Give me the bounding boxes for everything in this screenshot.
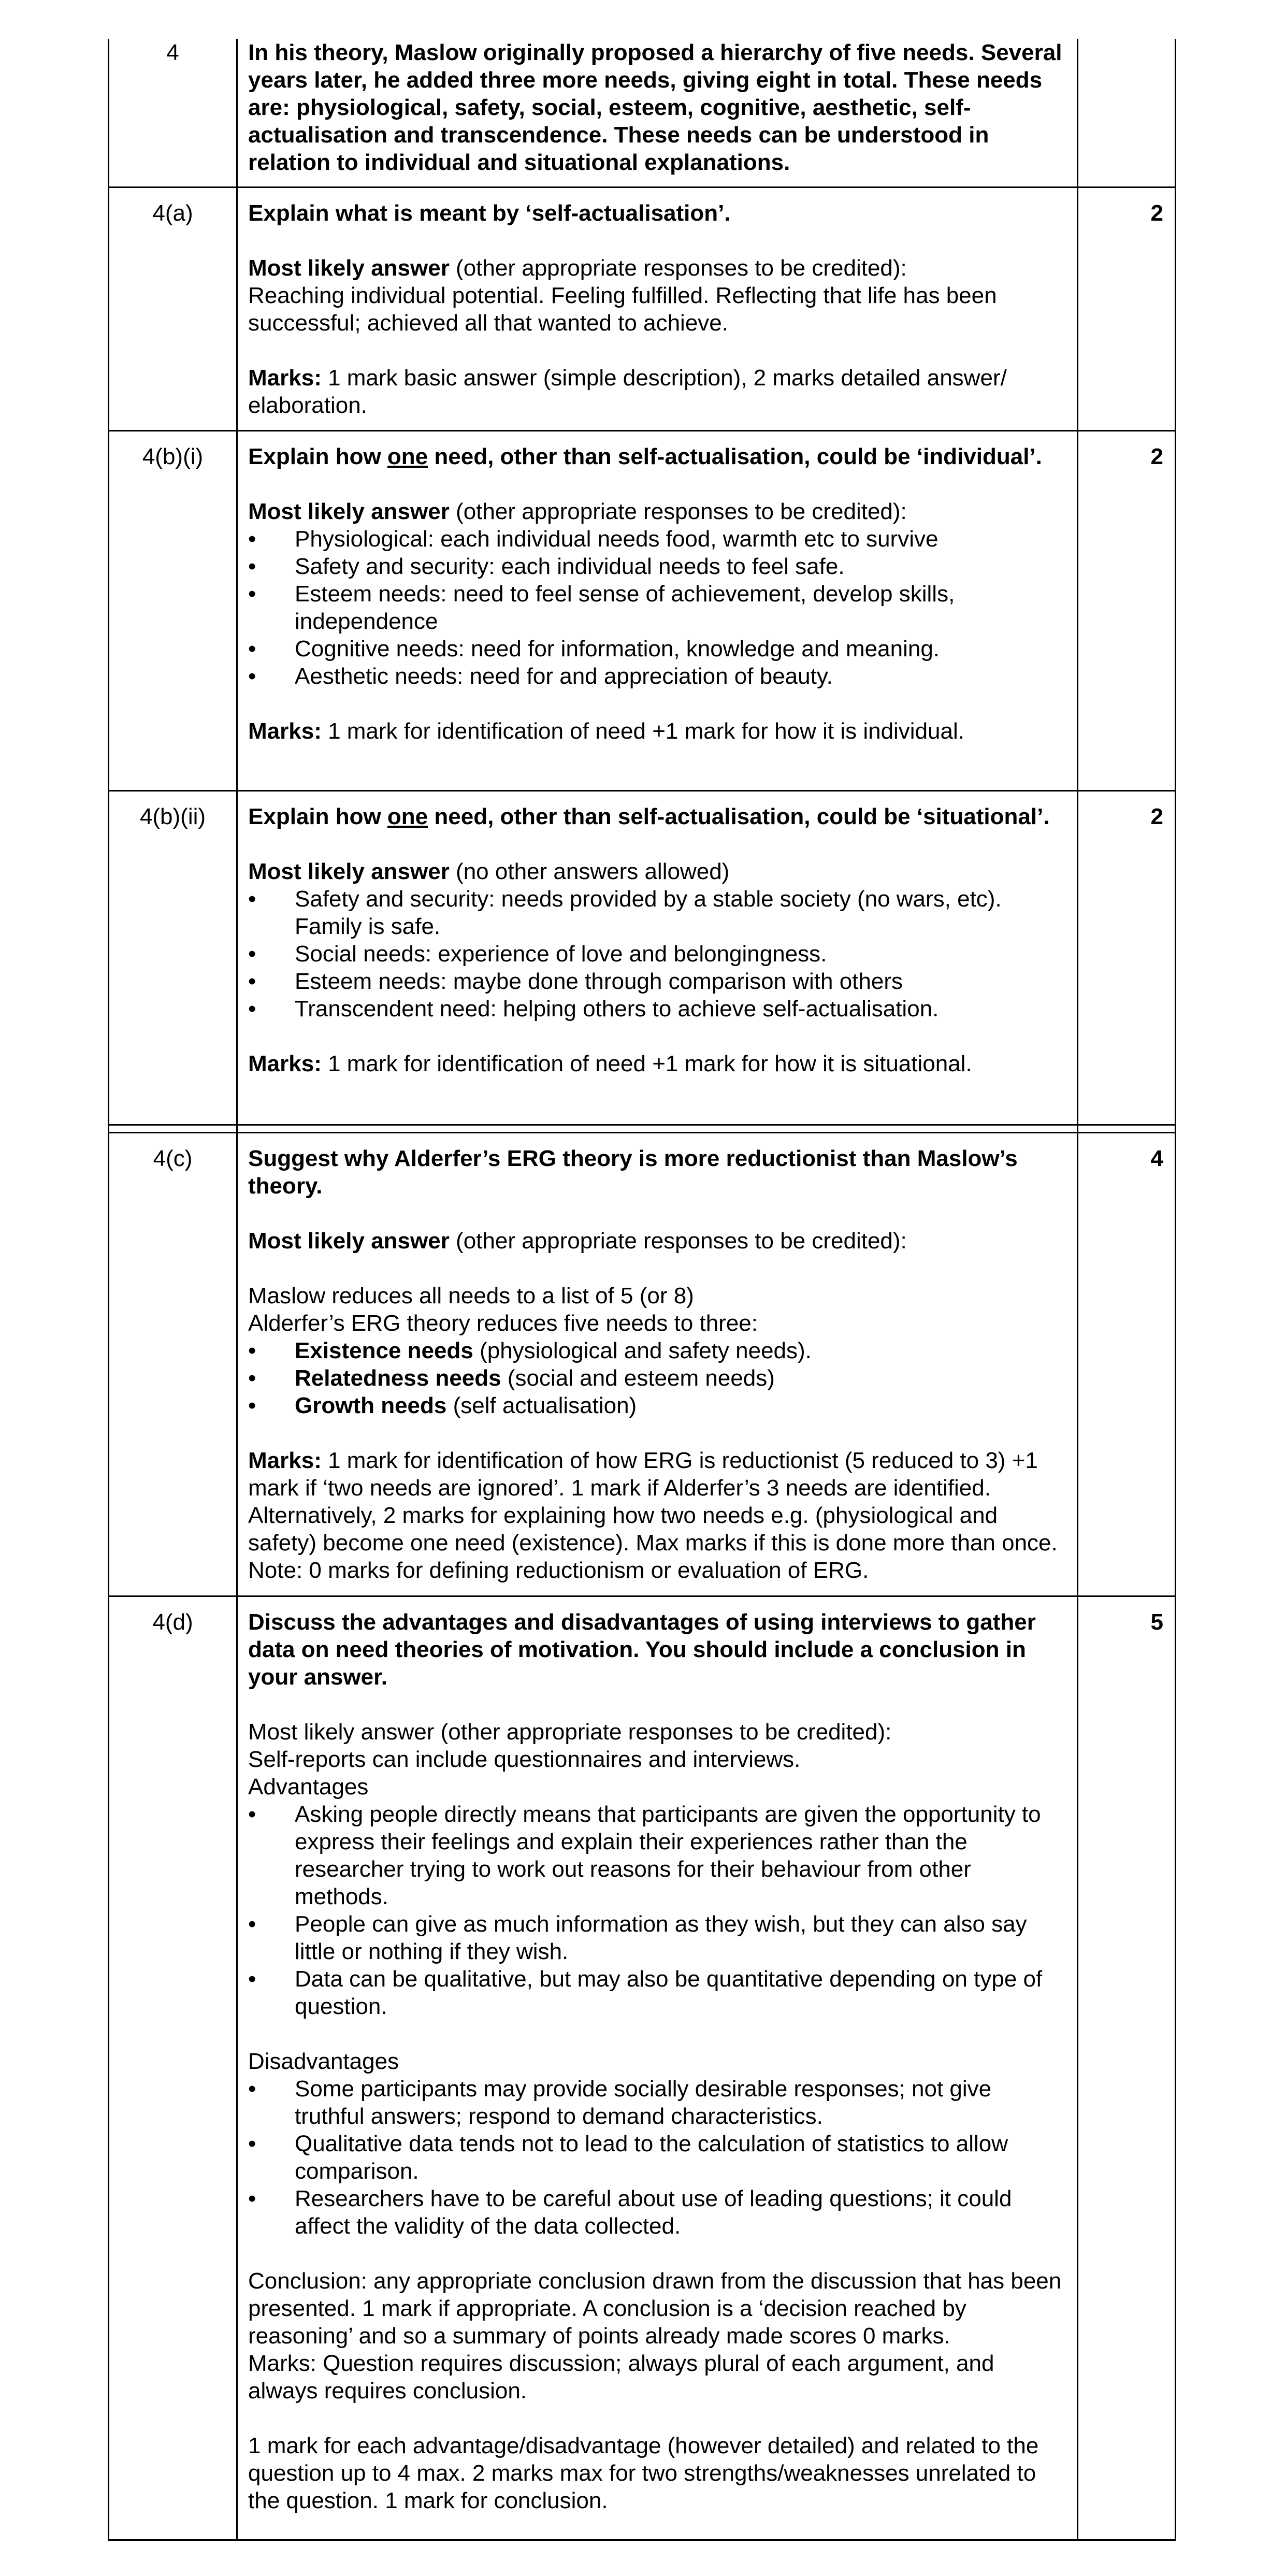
most-likely-note: Most likely answer (other appropriate responses to be credited):: [248, 1719, 892, 1745]
need-name: Relatedness needs: [295, 1365, 501, 1391]
answer-text: Self-reports can include questionnaires and interviews.: [248, 1747, 801, 1772]
marks-value: 2: [1150, 444, 1163, 469]
marks-text: 1 mark for identification of how ERG is reductionist (5 reduced to 3) +1 mark if ‘two needs are ignored’. 1 mark if Alderfer’s 3 needs are identified. Alternatively, 2 marks for explaining how two needs e.g. (physiological and safety) become one need (existence). Max marks if this is done more than once. Note: 0 marks for defining reductionism or evaluation of ERG.: [248, 1448, 1058, 1583]
list-item: • Physiological: each individual needs food, warmth etc to survive: [248, 525, 1066, 553]
marks-value: 2: [1150, 804, 1163, 829]
question-number: 4(b)(ii): [139, 804, 206, 829]
marks-label: Marks:: [248, 1051, 322, 1076]
need-detail: (physiological and safety needs).: [473, 1338, 812, 1363]
most-likely-note: (no other answers allowed): [449, 859, 730, 884]
list-item: • Safety and security: each individual needs to feel safe.: [248, 553, 1066, 580]
question-4a: [248, 199, 1066, 419]
most-likely-label: Most likely answer: [248, 255, 450, 281]
row-divider: [109, 1132, 1175, 1133]
question-4bi: [248, 443, 1066, 745]
most-likely-note: (other appropriate responses to be credited):: [449, 1228, 907, 1254]
list-item: • Qualitative data tends not to lead to the calculation of statistics to allow comparison.: [248, 2130, 1066, 2185]
disadvantages-list: [248, 2075, 1066, 2240]
most-likely-label: Most likely answer: [248, 859, 450, 884]
most-likely-label: Most likely answer: [248, 1228, 450, 1254]
column-divider-left: [236, 39, 238, 2539]
row-divider: [109, 1595, 1175, 1597]
list-item: [248, 1392, 1066, 1419]
list-item: • Asking people directly means that participants are given the opportunity to express their feelings and explain their experiences rather than the researcher trying to work out reasons for their behaviour from other methods.: [248, 1801, 1066, 1910]
question-number: 4(c): [153, 1146, 193, 1171]
marks-label: Marks:: [248, 1448, 322, 1473]
need-name: Growth needs: [295, 1393, 447, 1418]
question-stem: In his theory, Maslow originally proposed a hierarchy of five needs. Several years later, he added three more needs, giving eight in total. These needs are: physiological, safety, social, esteem, cognitive, aesthetic, self-actualisation and transcendence. These needs can be understood in relation to individual and situational explanations.: [248, 40, 1062, 175]
marks-label: Marks:: [248, 718, 322, 744]
answer-text: Maslow reduces all needs to a list of 5 (or 8): [248, 1283, 694, 1308]
row-divider: [109, 1124, 1175, 1126]
column-divider-right: [1077, 39, 1078, 2539]
marks-note: Marks: Question requires discussion; always plural of each argument, and always requires conclusion.: [248, 2351, 994, 2404]
question-text: need, other than self-actualisation, could be ‘situational’.: [428, 804, 1050, 829]
answer-text: Alderfer’s ERG theory reduces five needs to three:: [248, 1311, 758, 1336]
question-text: Suggest why Alderfer’s ERG theory is more reductionist than Maslow’s theory.: [248, 1146, 1018, 1199]
list-item: [248, 1364, 1066, 1392]
question-number: 4: [166, 40, 179, 65]
advantages-heading: Advantages: [248, 1774, 369, 1800]
marks-value: 2: [1150, 200, 1163, 226]
conclusion-text: Conclusion: any appropriate conclusion drawn from the discussion that has been presented. 1 mark if appropriate. A conclusion is a ‘decision reached by reasoning’ and so a summary of points already made scores 0 marks.: [248, 2268, 1062, 2349]
marks-label: Marks:: [248, 365, 322, 391]
question-number: 4(b)(i): [142, 444, 204, 469]
marks-value: 5: [1150, 1609, 1163, 1635]
marks-text: 1 mark for identification of need +1 mark for how it is situational.: [321, 1051, 972, 1076]
list-item: • Esteem needs: need to feel sense of achievement, develop skills, independence: [248, 580, 1066, 635]
marks-value: 4: [1150, 1146, 1163, 1171]
marks-text: 1 mark basic answer (simple description), 2 marks detailed answer/ elaboration.: [248, 365, 1007, 418]
answer-list: [248, 885, 1066, 1023]
answer-list: [248, 525, 1066, 690]
question-number: 4(d): [152, 1609, 193, 1635]
marks-text: 1 mark for identification of need +1 mark for how it is individual.: [321, 718, 964, 744]
row-divider: [109, 186, 1175, 188]
question-text: Explain how: [248, 804, 387, 829]
mark-scheme-table: [108, 39, 1176, 2541]
question-emphasis: one: [387, 804, 428, 829]
list-item: • Cognitive needs: need for information, knowledge and meaning.: [248, 635, 1066, 663]
marks-text: 1 mark for each advantage/disadvantage (however detailed) and related to the question up to 4 max. 2 marks max for two strengths/weaknesses unrelated to the question. 1 mark for conclusion.: [248, 2433, 1039, 2513]
row-divider: [109, 430, 1175, 431]
list-item: • Social needs: experience of love and belongingness.: [248, 940, 1066, 968]
question-4c: [248, 1145, 1066, 1584]
question-text: Discuss the advantages and disadvantages of using interviews to gather data on need theories of motivation. You should include a conclusion in your answer.: [248, 1609, 1036, 1690]
question-emphasis: one: [387, 444, 428, 469]
list-item: • Researchers have to be careful about use of leading questions; it could affect the validity of the data collected.: [248, 2185, 1066, 2240]
advantages-list: [248, 1801, 1066, 2020]
question-4bii: [248, 803, 1066, 1077]
need-detail: (self actualisation): [446, 1393, 637, 1418]
most-likely-note: (other appropriate responses to be credited):: [449, 255, 907, 281]
list-item: [248, 1337, 1066, 1364]
need-name: Existence needs: [295, 1338, 473, 1363]
list-item: • Aesthetic needs: need for and appreciation of beauty.: [248, 663, 1066, 690]
answer-list: [248, 1337, 1066, 1419]
disadvantages-heading: Disadvantages: [248, 2049, 399, 2074]
need-detail: (social and esteem needs): [501, 1365, 775, 1391]
list-item: • People can give as much information as they wish, but they can also say little or nothing if they wish.: [248, 1910, 1066, 1965]
most-likely-note: (other appropriate responses to be credited):: [449, 499, 907, 524]
answer-text: Reaching individual potential. Feeling fulfilled. Reflecting that life has been successful; achieved all that wanted to achieve.: [248, 283, 997, 336]
question-text: need, other than self-actualisation, could be ‘individual’.: [428, 444, 1042, 469]
row-divider: [109, 790, 1175, 791]
question-text: Explain what is meant by ‘self-actualisation’.: [248, 200, 731, 226]
question-4d: [248, 1608, 1066, 2514]
most-likely-label: Most likely answer: [248, 499, 450, 524]
list-item: • Esteem needs: maybe done through comparison with others: [248, 968, 1066, 995]
list-item: • Transcendent need: helping others to achieve self-actualisation.: [248, 995, 1066, 1023]
list-item: • Safety and security: needs provided by a stable society (no wars, etc). Family is safe.: [248, 885, 1066, 940]
question-number: 4(a): [152, 200, 193, 226]
question-text: Explain how: [248, 444, 387, 469]
list-item: • Some participants may provide socially desirable responses; not give truthful answers; respond to demand characteristics.: [248, 2075, 1066, 2130]
list-item: • Data can be qualitative, but may also be quantitative depending on type of question.: [248, 1965, 1066, 2020]
